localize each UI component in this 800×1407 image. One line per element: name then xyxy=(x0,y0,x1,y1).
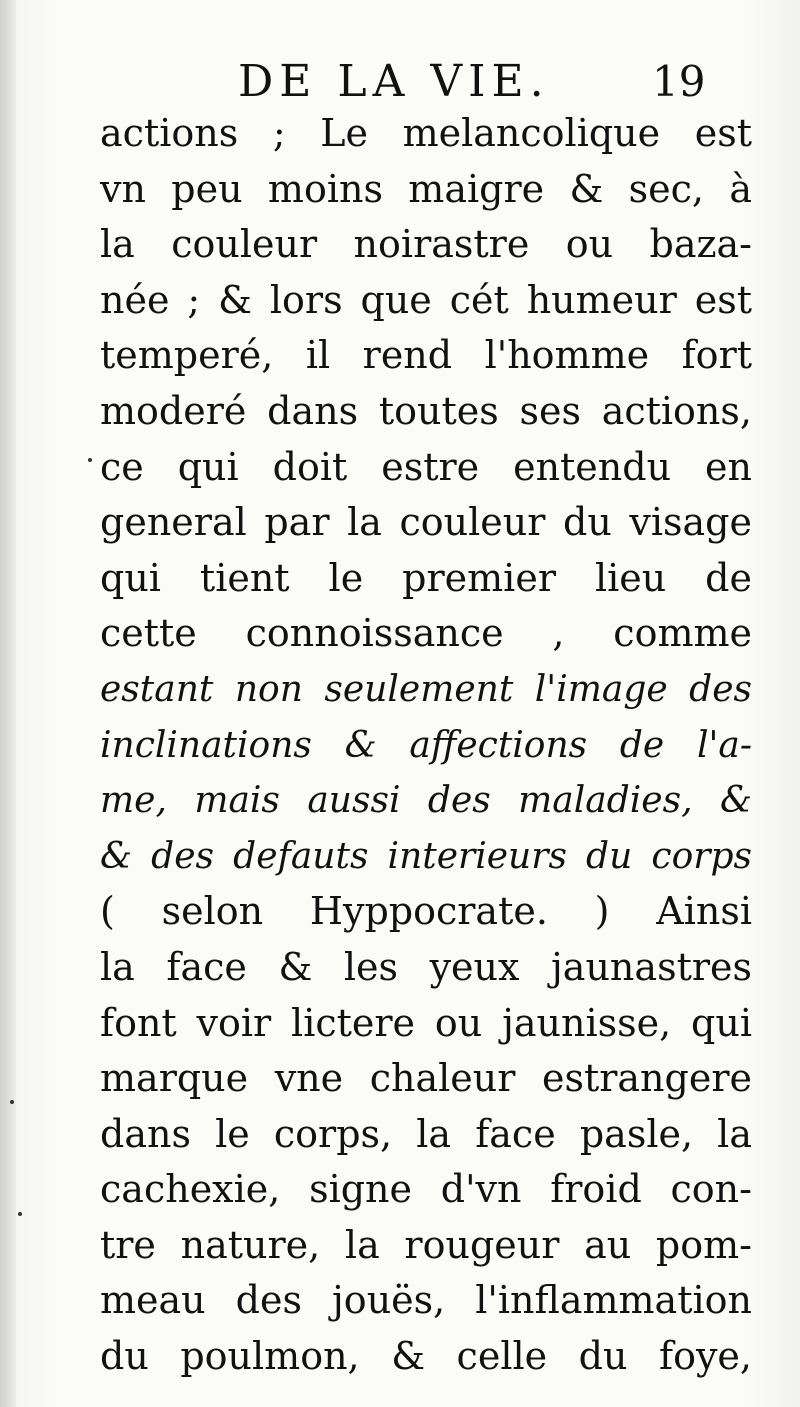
text-line: marque vne chaleur estrangere xyxy=(100,1056,752,1101)
page-number: 19 xyxy=(652,57,706,106)
text-line-italic: estant non seulement l'image des xyxy=(100,668,752,710)
text-line: ce qui doit estre entendu en xyxy=(100,444,752,489)
text-line: la face & les yeux jaunastres xyxy=(100,944,752,989)
text-line: meau des jouës, l'inflammation xyxy=(100,1278,752,1323)
text-line: tre nature, la rougeur au pom- xyxy=(100,1222,752,1267)
text-line: cette connoissance , comme xyxy=(100,611,752,656)
text-line: general par la couleur du visage xyxy=(100,500,752,545)
text-line: la couleur noirastre ou baza- xyxy=(100,222,752,267)
running-head: DE LA VIE. xyxy=(238,56,550,107)
text-line: du poulmon, & celle du foye, xyxy=(100,1334,752,1379)
text-line: vn peu moins maigre & sec, à xyxy=(100,166,752,211)
page-gutter-edge xyxy=(0,0,16,1407)
body-text xyxy=(100,106,752,1385)
text-line-italic: inclinations & affections de l'a- xyxy=(100,724,752,766)
text-line: ( selon Hyppocrate. ) Ainsi xyxy=(100,889,752,934)
ink-speck xyxy=(10,1100,14,1104)
text-line-italic: & des defauts interieurs du corps xyxy=(100,835,752,877)
text-line: qui tient le premier lieu de xyxy=(100,555,752,600)
ink-speck xyxy=(18,1212,22,1216)
text-line: temperé, il rend l'homme fort xyxy=(100,333,752,378)
ink-speck xyxy=(88,458,92,462)
text-line: actions ; Le melancolique est xyxy=(100,111,752,155)
text-line: née ; & lors que cét humeur est xyxy=(100,277,752,322)
page-header xyxy=(0,52,800,112)
text-line: cachexie, signe d'vn froid con- xyxy=(100,1167,752,1212)
text-line-italic: me, mais aussi des maladies, & xyxy=(100,780,752,822)
text-line: moderé dans toutes ses actions, xyxy=(100,388,752,433)
text-line: dans le corps, la face pasle, la xyxy=(100,1111,752,1156)
text-line: font voir lictere ou jaunisse, qui xyxy=(100,1000,752,1045)
